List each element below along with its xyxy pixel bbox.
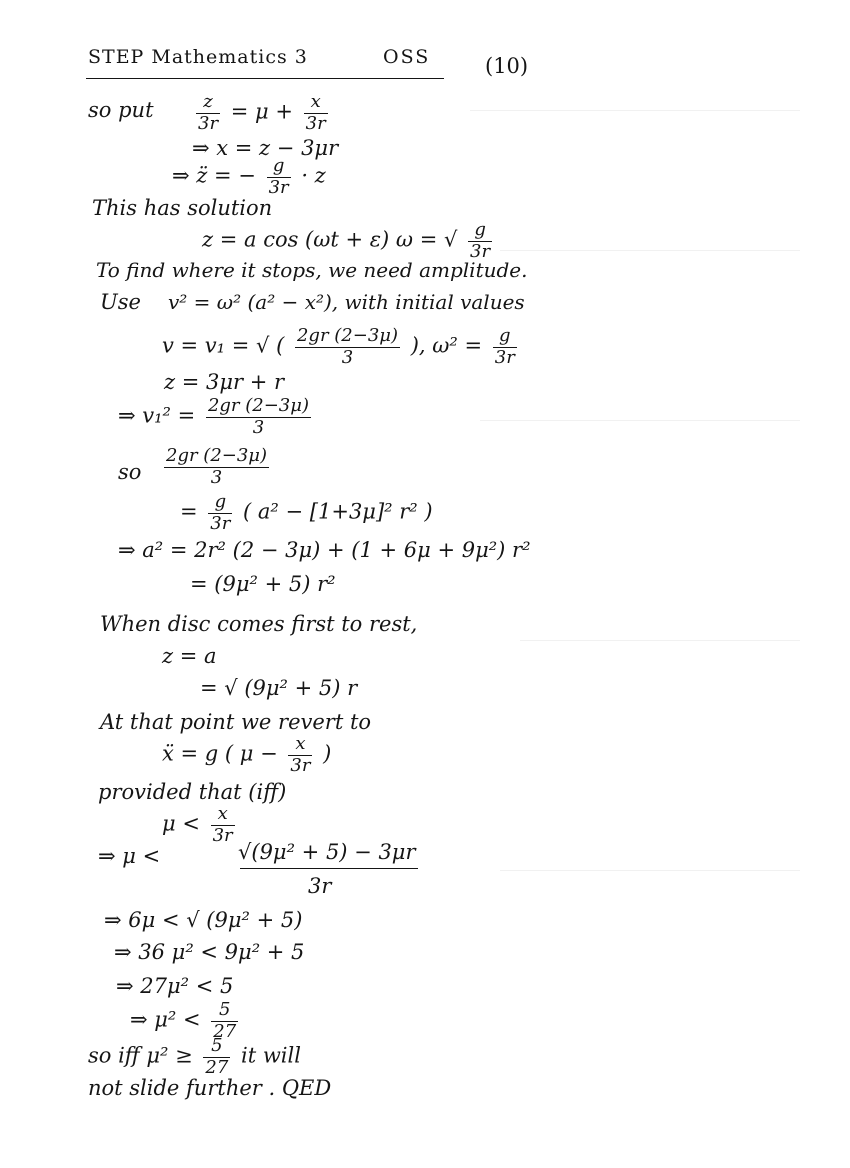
v1-fraction: $\frac{2gr (2-3\mu)}{3}$	[207, 395, 309, 438]
v-fraction: $\frac{2gr (2-3\mu)}{3}$	[296, 325, 399, 368]
z-solution: z = a cos (ωt + ε) ω = √ $\frac{g}{3r}$	[202, 219, 491, 262]
z-over-3r: $\frac{z}{3r}$	[198, 91, 219, 134]
to-find-amplitude: To find where it stops, we need amplitude.	[96, 258, 528, 282]
g-over-3r-amp: $\frac{g}{3r}$	[210, 491, 231, 534]
five-over-27: $\frac{5}{27}$	[213, 999, 237, 1042]
a-squared-2: = (9μ² + 5) r²	[190, 572, 336, 596]
ruled-line	[500, 250, 800, 251]
z-initial: z = 3μr + r	[164, 370, 285, 394]
a-squared-1: ⇒ a² = 2r² (2 − 3μ) + (1 + 6μ + 9μ²) r²	[118, 538, 531, 562]
mu-lt-fraction: μ < $\frac{x}{3r}$	[162, 803, 233, 846]
mu-bound-numerator: √(9μ² + 5) − 3μr	[238, 840, 416, 864]
provided-that: provided that (iff)	[98, 780, 287, 804]
so-label: so	[118, 460, 142, 484]
v1-squared: ⇒ v₁² = $\frac{2gr (2-3\mu)}{3}$	[118, 395, 309, 438]
omega-fraction: $\frac{g}{3r}$	[494, 325, 515, 368]
zdd-equation: ⇒ z̈ = − $\frac{g}{3r}$ · z	[172, 155, 326, 198]
ruled-line	[500, 870, 800, 871]
so-put-equation: $\frac{z}{3r}$ = μ + $\frac{x}{3r}$	[198, 91, 326, 134]
ruled-line	[470, 110, 800, 111]
so-iff: so iff μ² ≥ $\frac{5}{27}$ it will	[88, 1035, 301, 1078]
imp-36mu: ⇒ 36 μ² < 9μ² + 5	[114, 940, 305, 964]
so-put-label: so put	[88, 98, 154, 122]
x-over-3r: $\frac{x}{3r}$	[305, 91, 326, 134]
imp-mu-sq: ⇒ μ² < $\frac{5}{27}$	[130, 999, 237, 1042]
z-eq-a: z = a	[162, 644, 217, 668]
x-over-3r-rev: $\frac{x}{3r}$	[290, 733, 311, 776]
use-label: Use	[100, 290, 141, 314]
five-over-27-final: $\frac{5}{27}$	[205, 1035, 229, 1078]
xdd-equation: ẍ = g ( μ − $\frac{x}{3r}$ )	[162, 733, 332, 776]
paper-code: OSS	[383, 46, 431, 68]
so-v-fraction: $\frac{2gr (2-3\mu)}{3}$	[166, 445, 268, 488]
g-over-3r-omega: $\frac{g}{3r}$	[470, 219, 491, 262]
amplitude-equation: = $\frac{g}{3r}$ ( a² − [1+3μ]² r² )	[180, 491, 433, 534]
header-rule	[86, 78, 444, 79]
imp-27mu: ⇒ 27μ² < 5	[116, 974, 234, 998]
z-eq-sqrt: = √ (9μ² + 5) r	[200, 676, 358, 700]
page-number: (10)	[485, 54, 529, 78]
ruled-line	[520, 640, 800, 641]
energy-equation: v² = ω² (a² − x²), with initial values	[168, 290, 525, 314]
imp-6mu: ⇒ 6μ < √ (9μ² + 5)	[104, 908, 303, 932]
v-equation: v = v₁ = √ ( $\frac{2gr (2-3\mu)}{3}$ ), ω² = $\frac{g}{3r}$	[162, 325, 515, 368]
g-over-3r: $\frac{g}{3r}$	[268, 155, 289, 198]
mu-bound-fraction-bar	[240, 868, 418, 869]
ruled-line	[480, 420, 800, 421]
so-fraction	[160, 446, 273, 488]
when-disc-rest: When disc comes first to rest,	[100, 612, 418, 636]
imp-mu-lt: ⇒ μ <	[98, 844, 161, 868]
not-slide-further: not slide further . QED	[88, 1076, 332, 1100]
at-that-point: At that point we revert to	[100, 710, 372, 734]
x-equation: ⇒ x = z − 3μr	[192, 136, 339, 160]
this-has-solution: This has solution	[92, 196, 273, 220]
mu-bound-denominator: 3r	[308, 874, 332, 898]
x-over-3r-cond: $\frac{x}{3r}$	[212, 803, 233, 846]
course-title: STEP Mathematics 3	[88, 46, 308, 68]
